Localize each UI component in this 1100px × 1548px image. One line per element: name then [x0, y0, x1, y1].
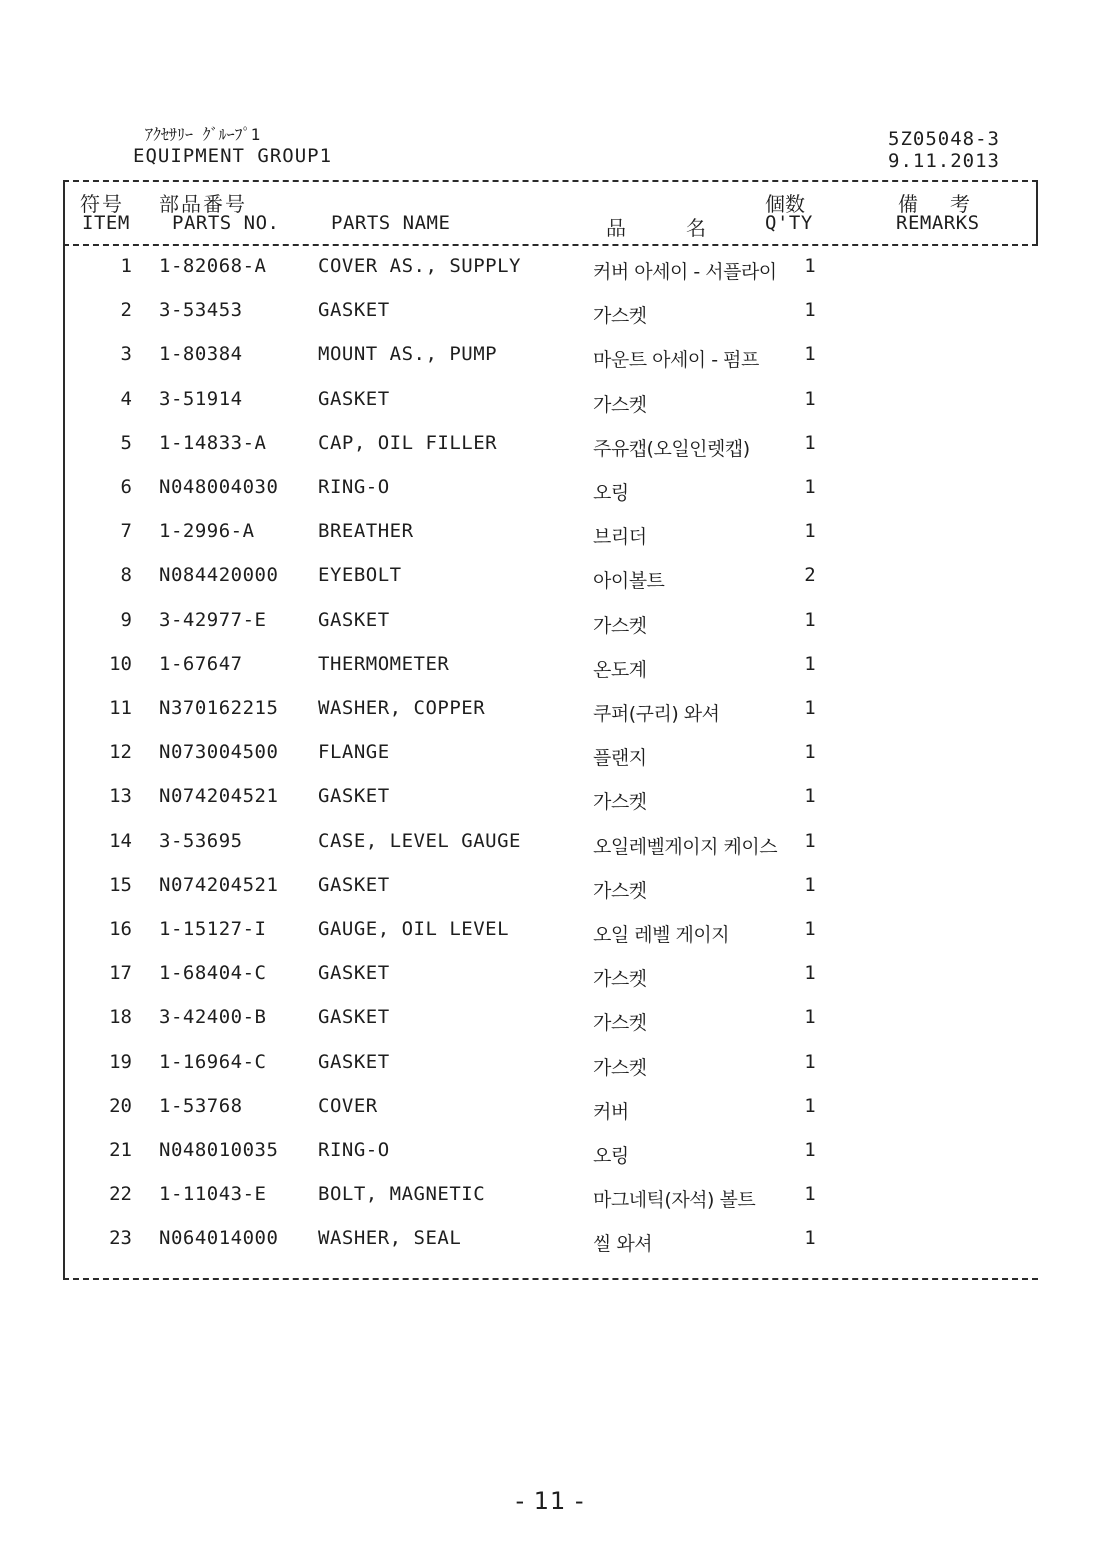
part-name: GAUGE, OIL LEVEL [318, 918, 510, 940]
part-number: N073004500 [159, 741, 279, 764]
part-number: 1-82068-A [159, 255, 267, 277]
table-row [0, 830, 1100, 874]
table-row [0, 1006, 1100, 1050]
item-number: 7 [120, 520, 132, 543]
item-number: 6 [120, 476, 132, 498]
table-row [0, 874, 1100, 918]
part-number: 3-53695 [159, 829, 243, 852]
part-number: N064014000 [159, 1227, 279, 1250]
column-qty-en: Q'TY [765, 212, 813, 234]
quantity: 1 [804, 1227, 816, 1250]
column-remarks-en: REMARKS [896, 212, 980, 234]
part-name: GASKET [318, 962, 390, 985]
quantity: 1 [804, 431, 816, 454]
quantity: 1 [804, 255, 816, 277]
document-date: 9.11.2013 [888, 150, 1000, 172]
part-name-korean: 커버 [593, 1100, 629, 1123]
part-name: GASKET [318, 1006, 390, 1029]
table-row [0, 299, 1100, 343]
table-top-border [63, 180, 1038, 182]
item-number: 17 [109, 962, 132, 985]
part-name: RING-O [318, 1139, 390, 1161]
part-name-korean: 오링 [593, 482, 629, 504]
table-row [0, 918, 1100, 962]
item-number: 18 [109, 1006, 132, 1029]
item-number: 21 [109, 1139, 132, 1161]
part-name: GASKET [318, 608, 390, 631]
part-number: 1-67647 [159, 652, 243, 675]
document-number: 5Z05048-3 [888, 128, 1000, 150]
item-number: 10 [109, 652, 132, 675]
column-parts-name-en: PARTS NAME [331, 212, 451, 234]
quantity: 1 [804, 652, 816, 675]
column-item-jp: 符号 [80, 192, 124, 216]
part-number: 1-16964-C [159, 1050, 267, 1073]
table-row [0, 962, 1100, 1006]
item-number: 20 [109, 1094, 132, 1117]
part-name-korean: 주유캡(오일인렛캡) [593, 437, 750, 460]
part-name: GASKET [318, 785, 390, 808]
part-name-korean: 가스켓 [593, 791, 647, 814]
part-number: N074204521 [159, 785, 279, 808]
table-bottom-border [63, 1278, 1038, 1280]
part-name: MOUNT AS., PUMP [318, 343, 498, 366]
quantity: 1 [804, 387, 816, 410]
quantity: 2 [804, 564, 816, 587]
quantity: 1 [804, 343, 816, 366]
table-row [0, 343, 1100, 387]
part-name: CASE, LEVEL GAUGE [318, 829, 521, 852]
item-number: 5 [120, 431, 132, 454]
part-number: 1-14833-A [159, 431, 267, 454]
part-number: 1-68404-C [159, 962, 267, 985]
quantity: 1 [804, 697, 816, 719]
part-number: 3-42977-E [159, 608, 267, 631]
quantity: 1 [804, 520, 816, 543]
part-name: GASKET [318, 873, 390, 896]
table-row [0, 432, 1100, 476]
group-title-jp: ｱｸｾｻﾘｰ ｸﾞﾙｰﾌﾟ1 [145, 125, 261, 144]
quantity: 1 [804, 1006, 816, 1029]
column-remarks-jp: 備 考 [898, 192, 976, 216]
part-name-korean: 가스켓 [593, 1012, 647, 1035]
quantity: 1 [804, 1094, 816, 1117]
part-name-korean: 오링 [593, 1145, 629, 1167]
part-name: COVER [318, 1094, 378, 1117]
table-row [0, 741, 1100, 785]
part-name: COVER AS., SUPPLY [318, 255, 521, 277]
part-name-korean: 가스켓 [593, 879, 647, 902]
part-name: FLANGE [318, 741, 390, 764]
table-row [0, 609, 1100, 653]
part-name-korean: 오일레벨게이지 케이스 [593, 835, 778, 858]
quantity: 1 [804, 962, 816, 985]
table-row [0, 653, 1100, 697]
part-number: N370162215 [159, 697, 279, 719]
group-title-en: EQUIPMENT GROUP1 [133, 145, 333, 167]
part-number: N074204521 [159, 873, 279, 896]
quantity: 1 [804, 741, 816, 764]
table-right-border [1036, 180, 1038, 246]
item-number: 22 [109, 1183, 132, 1206]
item-number: 23 [109, 1227, 132, 1250]
part-name-korean: 가스켓 [593, 305, 647, 328]
item-number: 15 [109, 873, 132, 896]
quantity: 1 [804, 918, 816, 940]
part-name-korean: 가스켓 [593, 968, 647, 991]
item-number: 14 [109, 829, 132, 852]
item-number: 16 [109, 918, 132, 940]
column-parts-no-en: PARTS NO. [172, 212, 280, 234]
part-number: N048004030 [159, 476, 279, 498]
item-number: 11 [109, 697, 132, 719]
part-name-korean: 쿠퍼(구리) 와셔 [593, 703, 720, 725]
table-row [0, 255, 1100, 299]
part-name-korean: 온도계 [593, 658, 647, 681]
part-name: WASHER, COPPER [318, 697, 486, 719]
part-name-korean: 아이볼트 [593, 570, 665, 593]
quantity: 1 [804, 299, 816, 322]
part-name: GASKET [318, 299, 390, 322]
quantity: 1 [804, 785, 816, 808]
part-number: N084420000 [159, 564, 279, 587]
table-row [0, 1183, 1100, 1227]
table-row [0, 1139, 1100, 1183]
part-name-korean: 플랜지 [593, 747, 647, 770]
item-number: 9 [120, 608, 132, 631]
column-parts-name-jp: 品 名 [606, 216, 726, 240]
part-name-korean: 오일 레벨 게이지 [593, 924, 730, 946]
part-name: WASHER, SEAL [318, 1227, 462, 1250]
table-row [0, 476, 1100, 520]
part-number: 3-53453 [159, 299, 243, 322]
item-number: 12 [109, 741, 132, 764]
part-name: EYEBOLT [318, 564, 402, 587]
part-name: GASKET [318, 1050, 390, 1073]
part-name: CAP, OIL FILLER [318, 431, 498, 454]
part-name-korean: 씰 와셔 [593, 1233, 653, 1256]
table-header-divider [63, 244, 1038, 246]
table-row [0, 1227, 1100, 1271]
item-number: 1 [120, 255, 132, 277]
item-number: 4 [120, 387, 132, 410]
part-name-korean: 마운트 아세이 - 펌프 [593, 349, 759, 372]
part-number: 3-51914 [159, 387, 243, 410]
part-name: THERMOMETER [318, 652, 450, 675]
table-row [0, 1051, 1100, 1095]
part-number: 1-15127-I [159, 918, 267, 940]
column-item-en: ITEM [82, 212, 130, 234]
table-row [0, 785, 1100, 829]
table-row [0, 1095, 1100, 1139]
table-row [0, 520, 1100, 564]
column-qty-jp: 個数 [765, 192, 805, 216]
quantity: 1 [804, 1183, 816, 1206]
part-name: BREATHER [318, 520, 414, 543]
part-name: GASKET [318, 387, 390, 410]
part-number: 1-11043-E [159, 1183, 267, 1206]
table-row [0, 564, 1100, 608]
item-number: 19 [109, 1050, 132, 1073]
part-number: N048010035 [159, 1139, 279, 1161]
item-number: 2 [120, 299, 132, 322]
part-number: 3-42400-B [159, 1006, 267, 1029]
part-name-korean: 커버 아세이 - 서플라이 [593, 261, 777, 283]
table-row [0, 697, 1100, 741]
quantity: 1 [804, 608, 816, 631]
quantity: 1 [804, 1139, 816, 1161]
page-number: - 11 - [515, 1487, 585, 1515]
quantity: 1 [804, 476, 816, 498]
part-name-korean: 가스켓 [593, 1056, 647, 1079]
part-number: 1-80384 [159, 343, 243, 366]
part-name-korean: 가스켓 [593, 393, 647, 416]
item-number: 13 [109, 785, 132, 808]
part-name-korean: 마그네틱(자석) 볼트 [593, 1189, 756, 1212]
part-name: RING-O [318, 476, 390, 498]
column-parts-no-jp: 部品番号 [159, 192, 247, 216]
part-number: 1-2996-A [159, 520, 255, 543]
part-name-korean: 브리더 [593, 526, 647, 549]
quantity: 1 [804, 829, 816, 852]
part-name-korean: 가스켓 [593, 614, 647, 637]
quantity: 1 [804, 1050, 816, 1073]
item-number: 3 [120, 343, 132, 366]
quantity: 1 [804, 873, 816, 896]
part-number: 1-53768 [159, 1094, 243, 1117]
table-row [0, 388, 1100, 432]
item-number: 8 [120, 564, 132, 587]
part-name: BOLT, MAGNETIC [318, 1183, 486, 1206]
